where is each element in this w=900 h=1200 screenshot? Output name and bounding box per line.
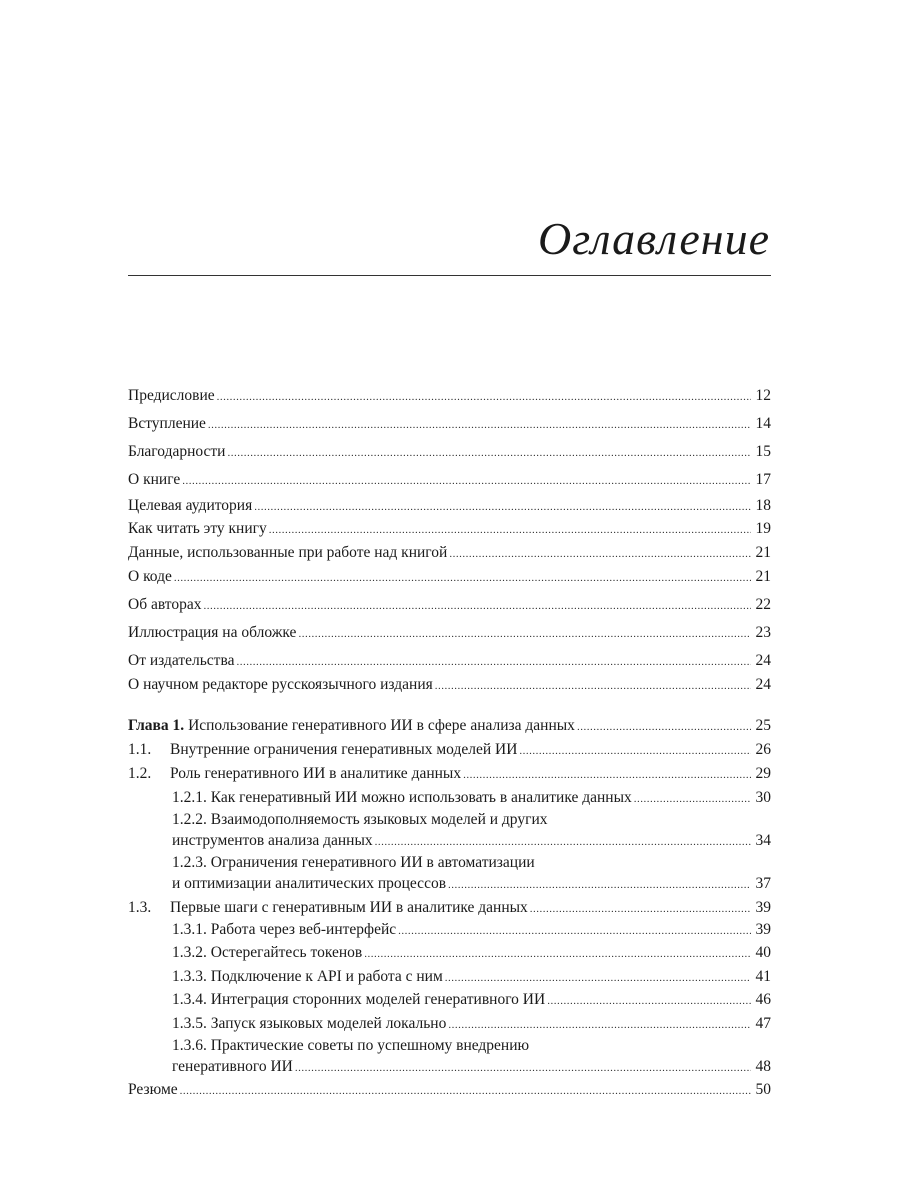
- toc-entry[interactable]: [128, 674, 771, 697]
- toc-section-entry[interactable]: [128, 763, 771, 786]
- subsection-title-line1: 1.3.6. Практические советы по успешному внедрению: [172, 1037, 530, 1054]
- section-title: Первые шаги с генеративным ИИ в аналитике данных: [170, 899, 528, 916]
- chapter-label: Глава 1.: [128, 717, 185, 734]
- subsection-title-line1: 1.2.3. Ограничения генеративного ИИ в автоматизации: [172, 854, 535, 871]
- leader-dots: [208, 415, 751, 436]
- section-number: 1.3.: [128, 899, 152, 916]
- leader-dots: [298, 624, 751, 645]
- toc-entry[interactable]: [128, 650, 771, 673]
- toc-subsection-entry[interactable]: [128, 989, 771, 1012]
- toc-entry[interactable]: [128, 469, 771, 492]
- toc-entry-title: Данные, использованные при работе над книгой: [128, 544, 448, 561]
- section-title: Внутренние ограничения генеративных моделей ИИ: [170, 741, 518, 758]
- leader-dots: [269, 520, 751, 541]
- toc-entry-title: Об авторах: [128, 596, 202, 613]
- leader-dots: [375, 832, 751, 853]
- toc-entry[interactable]: [128, 385, 771, 408]
- subsection-title: 1.3.3. Подключение к API и работа с ним: [172, 968, 443, 985]
- toc-entry-page: 37: [755, 875, 771, 892]
- toc-entry-page: 22: [755, 596, 771, 613]
- toc-entry[interactable]: [128, 495, 771, 518]
- subsection-title-line1: 1.2.2. Взаимодополняемость языковых моделей и других: [172, 811, 548, 828]
- toc-subsection-entry[interactable]: [128, 942, 771, 965]
- toc-entry-page: 15: [755, 443, 771, 460]
- toc-entry-page: 26: [755, 741, 771, 758]
- leader-dots: [448, 875, 751, 896]
- toc-subsection-entry[interactable]: [128, 787, 771, 810]
- leader-dots: [180, 1081, 751, 1102]
- toc-entry-page: 12: [755, 387, 771, 404]
- leader-dots: [445, 968, 751, 989]
- leader-dots: [236, 652, 751, 673]
- toc-entry-page: 39: [755, 899, 771, 916]
- toc-entry[interactable]: [128, 1079, 771, 1102]
- toc-entry-page: 25: [755, 717, 771, 734]
- subsection-title: и оптимизации аналитических процессов: [172, 875, 447, 892]
- toc-entry-page: 29: [755, 765, 771, 782]
- toc-entry-page: 46: [755, 991, 771, 1008]
- toc-subsection-entry[interactable]: [128, 1037, 771, 1079]
- toc-entry-page: 21: [755, 568, 771, 585]
- toc-entry-page: 14: [755, 415, 771, 432]
- toc-subsection-entry[interactable]: [128, 919, 771, 942]
- toc-entry-title: О книге: [128, 471, 181, 488]
- section-number: 1.1.: [128, 741, 152, 758]
- toc-entry-title: Вступление: [128, 415, 206, 432]
- toc-entry-title: О коде: [128, 568, 172, 585]
- leader-dots: [463, 765, 751, 786]
- toc-entry-page: 30: [755, 789, 771, 806]
- leader-dots: [254, 497, 751, 518]
- leader-dots: [364, 944, 751, 965]
- toc-subsection-entry[interactable]: [128, 966, 771, 989]
- leader-dots: [577, 717, 751, 738]
- toc-entry-page: 17: [755, 471, 771, 488]
- toc-subsection-entry[interactable]: [128, 1013, 771, 1036]
- subsection-title: генеративного ИИ: [172, 1058, 293, 1075]
- toc-entry[interactable]: [128, 594, 771, 617]
- toc-entry[interactable]: [128, 441, 771, 464]
- toc-entry-page: 50: [755, 1081, 771, 1098]
- toc-entry-page: 23: [755, 624, 771, 641]
- leader-dots: [448, 1015, 751, 1036]
- toc-entry-title: Иллюстрация на обложке: [128, 624, 297, 641]
- toc-entry-page: 39: [755, 921, 771, 938]
- toc-entry-page: 41: [755, 968, 771, 985]
- toc-entry[interactable]: [128, 518, 771, 541]
- chapter-title: Использование генеративного ИИ в сфере анализа данных: [188, 717, 575, 734]
- toc-entry-page: 24: [755, 652, 771, 669]
- leader-dots: [227, 443, 751, 464]
- subsection-title: инструментов анализа данных: [172, 832, 373, 849]
- toc-subsection-entry[interactable]: [128, 854, 771, 896]
- subsection-title: 1.3.5. Запуск языковых моделей локально: [172, 1015, 447, 1032]
- section-title: Роль генеративного ИИ в аналитике данных: [170, 765, 462, 782]
- toc-entry-page: 19: [755, 520, 771, 537]
- table-of-contents: [128, 0, 771, 1200]
- leader-dots: [449, 544, 751, 565]
- leader-dots: [547, 991, 751, 1012]
- subsection-title: 1.3.4. Интеграция сторонних моделей генеративного ИИ: [172, 991, 546, 1008]
- leader-dots: [435, 676, 751, 697]
- toc-section-entry[interactable]: [128, 897, 771, 920]
- toc-entry-page: 34: [755, 832, 771, 849]
- page-title: Оглавление: [537, 213, 770, 264]
- toc-entry-page: 40: [755, 944, 771, 961]
- leader-dots: [182, 471, 751, 492]
- toc-entry-title: Как читать эту книгу: [128, 520, 267, 537]
- toc-entry-title: Благодарности: [128, 443, 226, 460]
- leader-dots: [295, 1058, 751, 1079]
- toc-entry-page: 48: [755, 1058, 771, 1075]
- subsection-title: 1.3.1. Работа через веб-интерфейс: [172, 921, 397, 938]
- subsection-title: 1.2.1. Как генеративный ИИ можно использовать в аналитике данных: [172, 789, 632, 806]
- toc-entry-title: Предисловие: [128, 387, 215, 404]
- toc-entry[interactable]: [128, 622, 771, 645]
- toc-entry-page: 18: [755, 497, 771, 514]
- subsection-title: 1.3.2. Остерегайтесь токенов: [172, 944, 363, 961]
- leader-dots: [203, 596, 751, 617]
- section-number: 1.2.: [128, 765, 152, 782]
- toc-entry[interactable]: [128, 566, 771, 589]
- toc-entry-page: 24: [755, 676, 771, 693]
- leader-dots: [174, 568, 751, 589]
- toc-section-entry[interactable]: [128, 739, 771, 762]
- leader-dots: [634, 789, 751, 810]
- leader-dots: [519, 741, 751, 762]
- toc-entry-title: От издательства: [128, 652, 235, 669]
- leader-dots: [217, 387, 751, 408]
- toc-subsection-entry[interactable]: [128, 811, 771, 853]
- toc-chapter-entry[interactable]: [128, 715, 771, 738]
- toc-entry-title: Резюме: [128, 1081, 178, 1098]
- toc-entry[interactable]: [128, 413, 771, 436]
- toc-entry-title: О научном редакторе русскоязычного издания: [128, 676, 433, 693]
- toc-entry-page: 47: [755, 1015, 771, 1032]
- toc-entry-page: 21: [755, 544, 771, 561]
- toc-entry-title: Целевая аудитория: [128, 497, 253, 514]
- toc-entry[interactable]: [128, 542, 771, 565]
- leader-dots: [530, 899, 751, 920]
- leader-dots: [398, 921, 751, 942]
